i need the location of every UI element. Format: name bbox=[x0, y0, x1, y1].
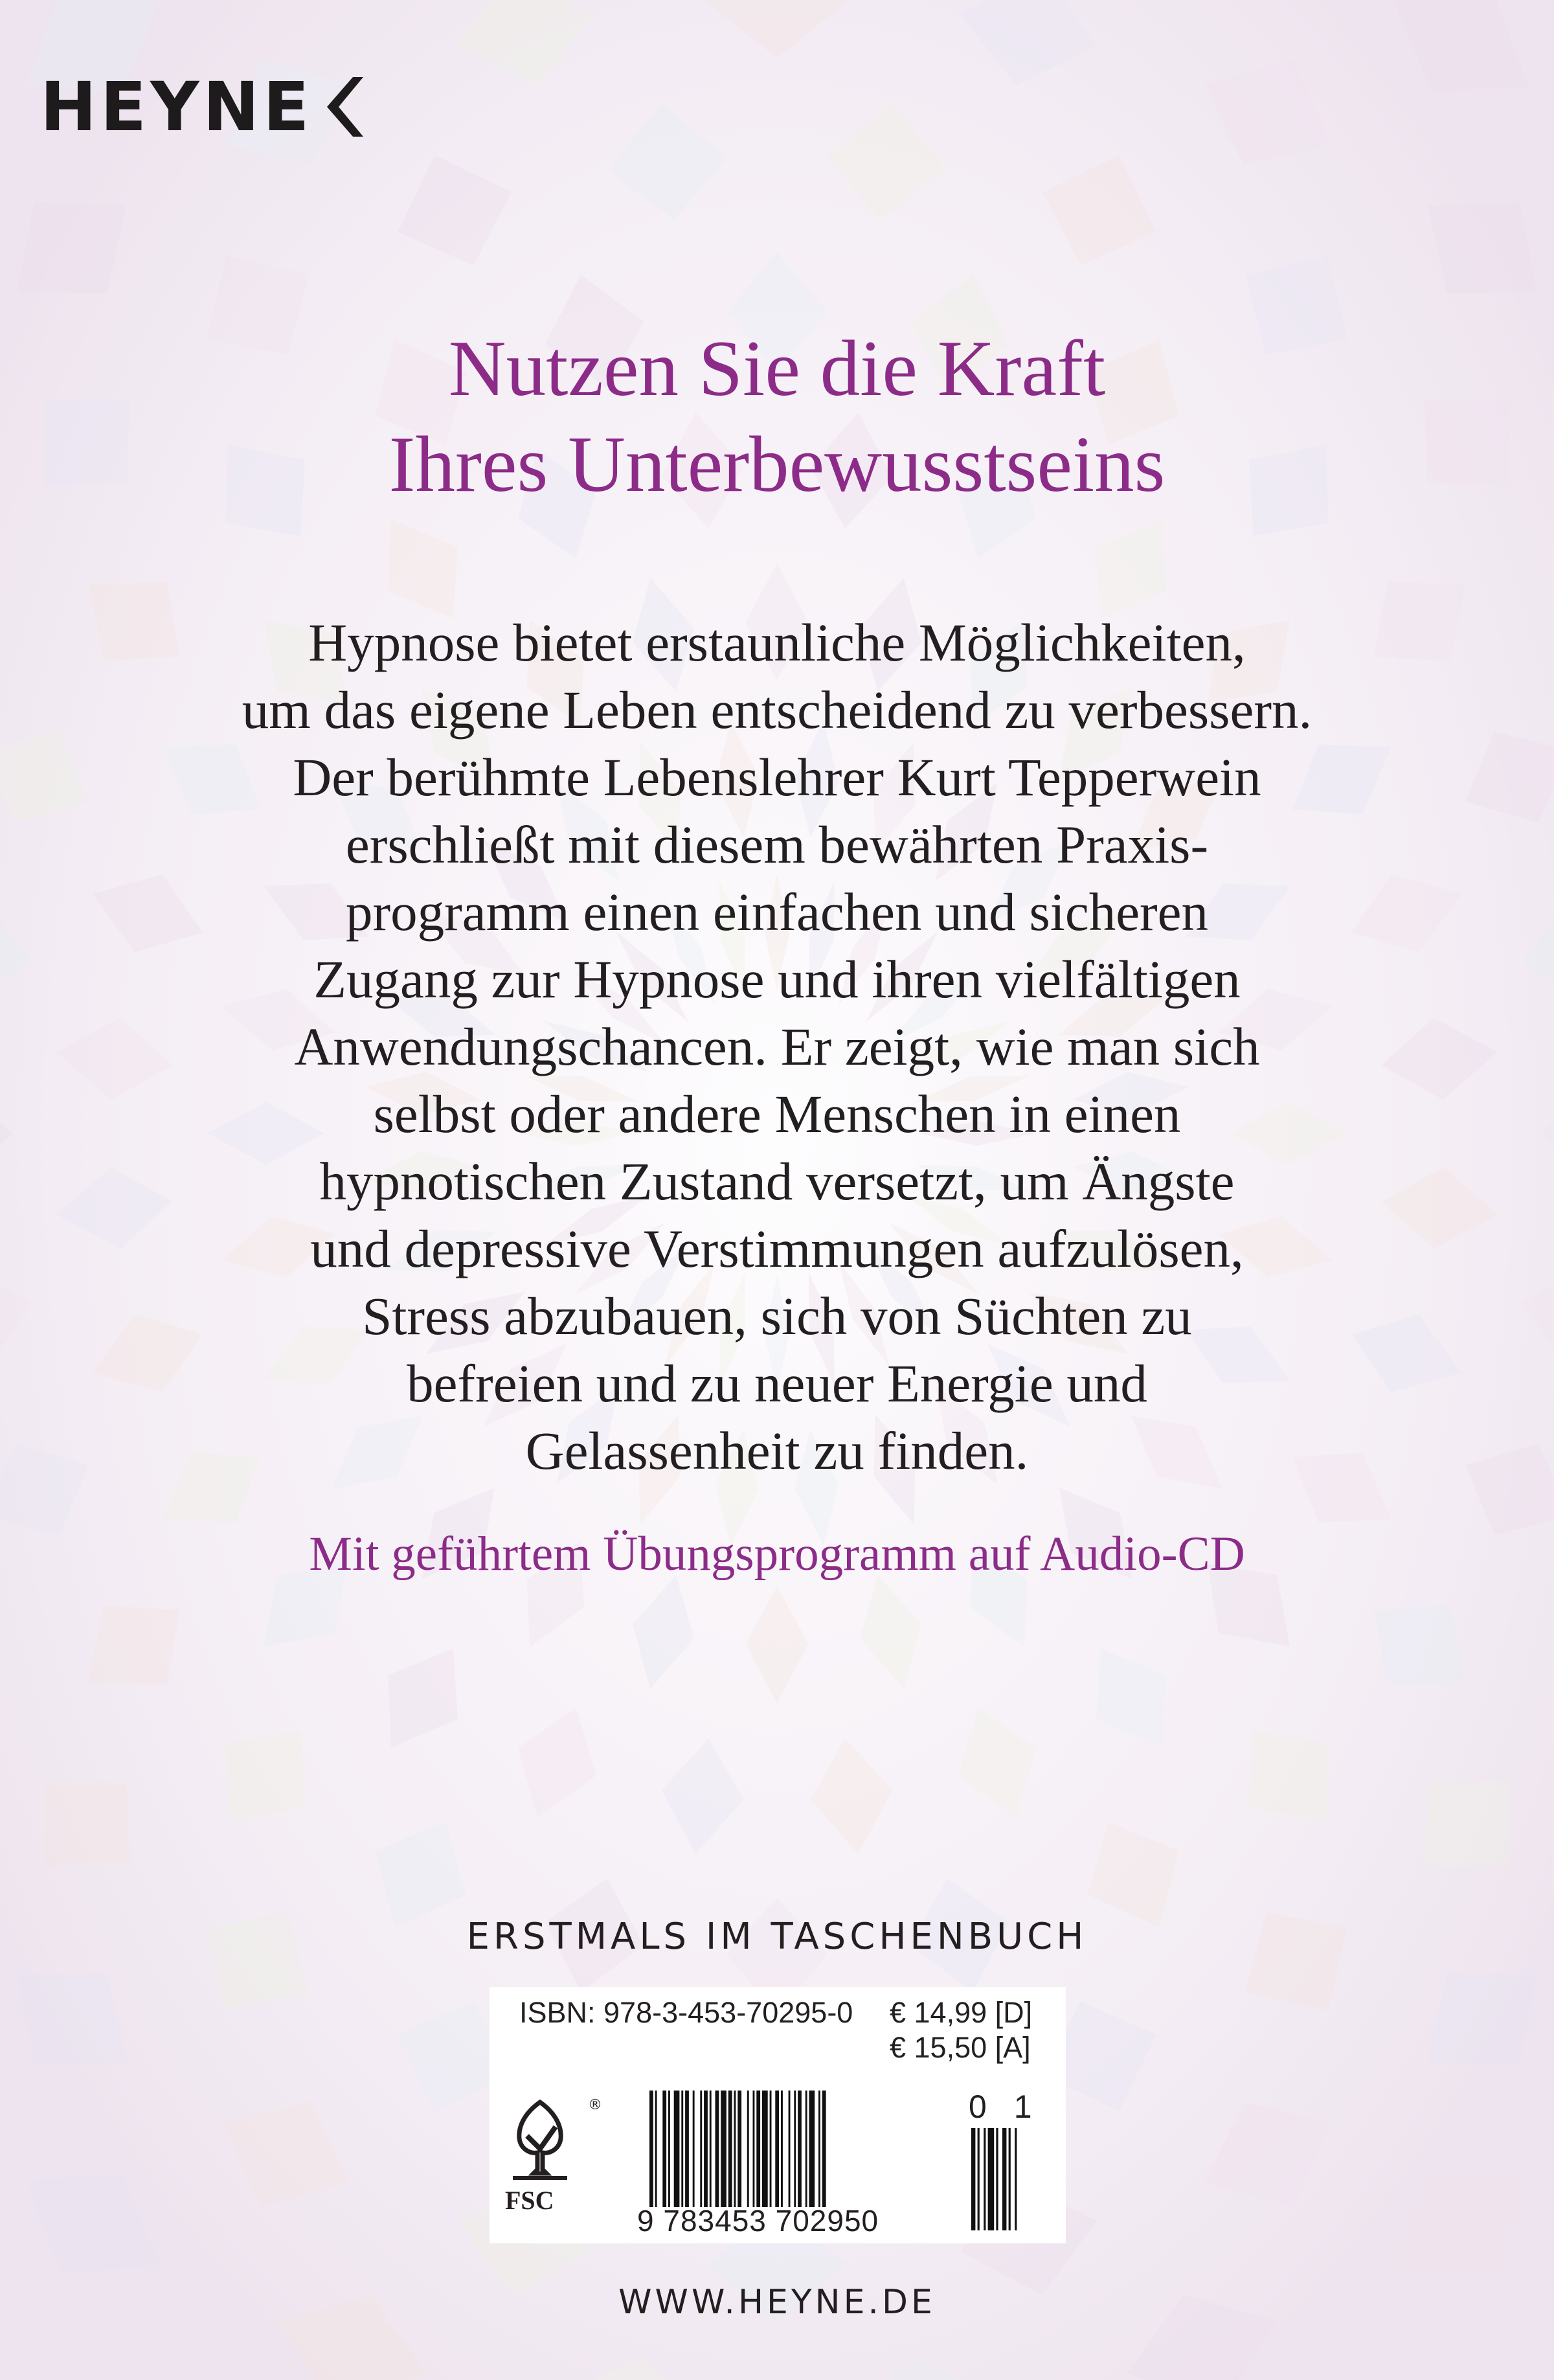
website-url: WWW.HEYNE.DE bbox=[618, 2283, 936, 2322]
barcode-bar bbox=[721, 2091, 726, 2207]
barcode-bar bbox=[818, 2091, 820, 2207]
background-diamond bbox=[225, 1731, 304, 1822]
barcode-bar bbox=[738, 2091, 741, 2207]
blurb-line: programm einen einfachen und sicheren bbox=[345, 882, 1209, 942]
addon-bar bbox=[971, 2128, 975, 2230]
background-diamond bbox=[1424, 1781, 1510, 1866]
barcode-bar bbox=[704, 2091, 708, 2207]
barcode-bar bbox=[789, 2091, 791, 2207]
ean-barcode bbox=[647, 2091, 906, 2207]
addon-digits: 0 1 bbox=[969, 2089, 1041, 2125]
heyne-logo bbox=[40, 68, 366, 146]
background-diamond bbox=[1375, 1605, 1466, 1684]
fsc-registered-mark: ® bbox=[588, 2097, 602, 2113]
barcode-bar bbox=[781, 2091, 783, 2207]
edition-note: ERSTMALS IM TASCHENBUCH bbox=[466, 1916, 1088, 1958]
addon-bar bbox=[978, 2128, 980, 2230]
blurb-line: Hypnose bietet erstaunliche Möglichkeiten, bbox=[308, 613, 1246, 672]
barcode-bar bbox=[822, 2091, 826, 2207]
barcode-bar bbox=[747, 2091, 749, 2207]
blurb-line: befreien und zu neuer Energie und bbox=[407, 1354, 1147, 1413]
background-diamond bbox=[89, 1605, 180, 1684]
background-diamond bbox=[44, 1781, 130, 1866]
barcode-bar bbox=[794, 2091, 796, 2207]
blurb-text bbox=[0, 609, 1554, 1484]
barcode-bar bbox=[685, 2091, 689, 2207]
barcode-bar bbox=[668, 2091, 670, 2207]
addon-bar bbox=[1002, 2128, 1006, 2230]
headline-line-2: Ihres Unterbewusstseins bbox=[388, 419, 1166, 508]
barcode-bar bbox=[728, 2091, 732, 2207]
addon-barcode bbox=[970, 2128, 1035, 2230]
addon-bar bbox=[996, 2128, 998, 2230]
fsc-logo bbox=[502, 2098, 587, 2228]
blurb-line: und depressive Verstimmungen aufzulösen, bbox=[310, 1219, 1244, 1278]
audio-cd-tagline: Mit geführtem Übungsprogramm auf Audio-CD bbox=[309, 1527, 1245, 1581]
blurb-line: Der berühmte Lebenslehrer Kurt Tepperwein bbox=[293, 747, 1261, 807]
barcode-bar bbox=[710, 2091, 712, 2207]
addon-bar bbox=[988, 2128, 995, 2230]
barcode-bar bbox=[762, 2091, 768, 2207]
headline-line-1: Nutzen Sie die Kraft bbox=[448, 324, 1106, 413]
heyne-logo-text: HEYNE bbox=[40, 67, 313, 146]
addon-bar bbox=[1015, 2128, 1017, 2230]
barcode-bar bbox=[681, 2091, 683, 2207]
blurb-line: erschließt mit diesem bewährten Praxis- bbox=[345, 815, 1209, 874]
isbn-number: ISBN: 978-3-453-70295-0 bbox=[519, 1996, 853, 2029]
barcode-bar bbox=[805, 2091, 807, 2207]
blurb-line: Anwendungschancen. Er zeigt, wie man sich bbox=[294, 1017, 1260, 1076]
barcode-bar bbox=[756, 2091, 760, 2207]
blurb-line: Zugang zur Hypnose und ihren vielfältigen bbox=[313, 949, 1241, 1009]
barcode-bar bbox=[715, 2091, 719, 2207]
barcode-bar bbox=[770, 2091, 772, 2207]
chevron-left-icon bbox=[324, 74, 366, 139]
blurb-line: Stress abzubauen, sich von Süchten zu bbox=[362, 1286, 1192, 1346]
barcode-bar bbox=[798, 2091, 802, 2207]
blurb-line: selbst oder andere Menschen in einen bbox=[373, 1084, 1181, 1144]
blurb-line: hypnotischen Zustand versetzt, um Ängste bbox=[319, 1151, 1235, 1211]
addon-bar bbox=[1009, 2128, 1011, 2230]
barcode-bar bbox=[674, 2091, 680, 2207]
fsc-tree-icon bbox=[508, 2098, 572, 2182]
barcode-digits: 9 783453 702950 bbox=[637, 2204, 879, 2238]
barcode-bar bbox=[649, 2091, 653, 2207]
background-diamond bbox=[1249, 1731, 1328, 1822]
barcode-bar bbox=[662, 2091, 666, 2207]
barcode-bar bbox=[753, 2091, 755, 2207]
addon-bar bbox=[984, 2128, 985, 2230]
blurb-line: um das eigene Leben entscheidend zu verbessern. bbox=[242, 680, 1312, 740]
barcode-bar bbox=[734, 2091, 736, 2207]
price-austria: € 15,50 [A] bbox=[890, 2031, 1031, 2064]
barcode-bar bbox=[775, 2091, 779, 2207]
blurb-line: Gelassenheit zu finden. bbox=[525, 1421, 1029, 1480]
barcode-bar bbox=[700, 2091, 702, 2207]
headline bbox=[0, 321, 1554, 512]
barcode-bar bbox=[809, 2091, 815, 2207]
barcode-bar bbox=[693, 2091, 695, 2207]
isbn-price-box bbox=[490, 1987, 1066, 2243]
fsc-label: FSC bbox=[505, 2186, 554, 2215]
price-germany: € 14,99 [D] bbox=[890, 1996, 1033, 2029]
barcode-bar bbox=[655, 2091, 657, 2207]
